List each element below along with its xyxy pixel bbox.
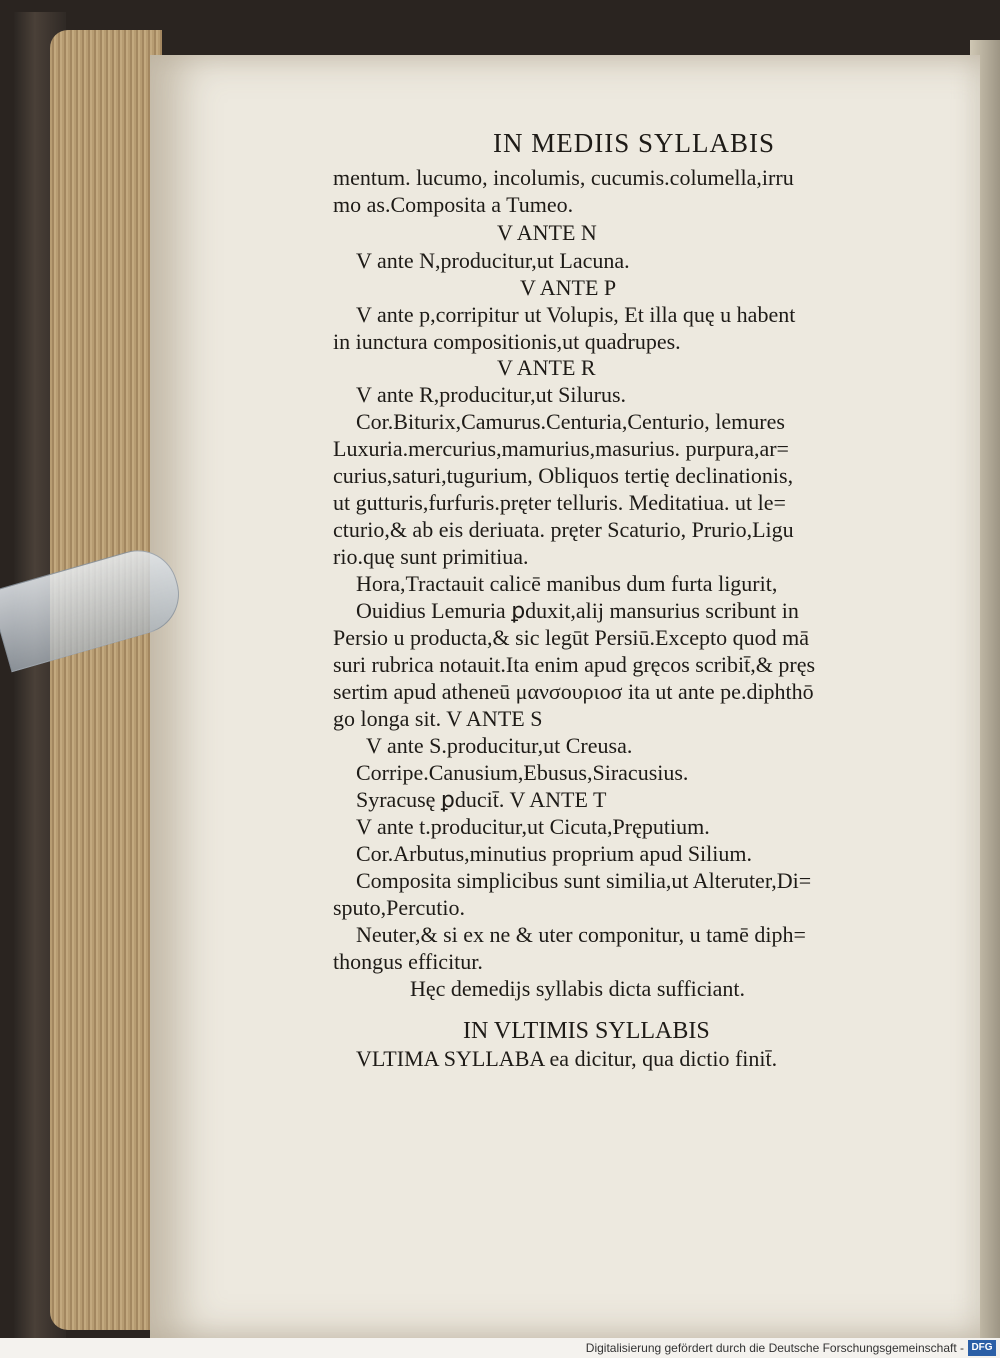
text-line: go longa sit. V ANTE S bbox=[333, 706, 543, 731]
text-line: ut gutturis,furfuris.pręter telluris. Meditatiua. ut le= bbox=[333, 490, 786, 515]
text-line: mentum. lucumo, incolumis, cucumis.columella,irru bbox=[333, 165, 794, 190]
text-line: curius,saturi,tugurium, Obliquos tertię declinationis, bbox=[333, 463, 794, 488]
text-line: V ante S.producitur,ut Creusa. bbox=[366, 733, 633, 758]
text-line: VLTIMA SYLLABA ea dicitur, qua dictio finit̄. bbox=[356, 1046, 778, 1071]
text-line: Cor.Arbutus,minutius proprium apud Silium. bbox=[356, 841, 753, 866]
text-line: Composita simplicibus sunt similia,ut Alteruter,Di= bbox=[356, 868, 812, 893]
text-line: V ante p,corripitur ut Volupis, Et illa quę u habent bbox=[356, 302, 796, 327]
text-line: cturio,& ab eis deriuata. pręter Scaturio, Prurio,Ligu bbox=[333, 517, 794, 542]
text-line: V ante N,producitur,ut Lacuna. bbox=[356, 248, 630, 273]
text-line: Hora,Tractauit calicē manibus dum furta ligurit, bbox=[356, 571, 778, 596]
text-line: thongus efficitur. bbox=[333, 949, 483, 974]
text-line: Neuter,& si ex ne & uter componitur, u tamē diph= bbox=[356, 922, 806, 947]
page-header: IN MEDIIS SYLLABIS bbox=[493, 128, 776, 158]
text-line: sertim apud atheneū μανσουριοσ ita ut ante pe.diphthō bbox=[333, 679, 814, 704]
text-line: V ANTE P bbox=[520, 275, 617, 300]
text-line: Persio u producta,& sic legūt Persiū.Excepto quod mā bbox=[333, 625, 809, 650]
text-line: mo as.Composita a Tumeo. bbox=[333, 192, 574, 217]
text-line: V ante R,producitur,ut Silurus. bbox=[356, 382, 627, 407]
text-line: Corripe.Canusium,Ebusus,Siracusius. bbox=[356, 760, 689, 785]
text-line: IN VLTIMIS SYLLABIS bbox=[463, 1018, 710, 1044]
text-line: sputo,Percutio. bbox=[333, 895, 465, 920]
text-line: Luxuria.mercurius,mamurius,masurius. purpura,ar= bbox=[333, 436, 789, 461]
text-line: suri rubrica notauit.Ita enim apud gręcos scribit̄,& pręs bbox=[333, 652, 816, 677]
text-line: Hęc demedijs syllabis dicta sufficiant. bbox=[410, 976, 746, 1001]
text-line: V ANTE N bbox=[497, 220, 597, 245]
text-line: V ANTE R bbox=[497, 355, 596, 380]
page-block-edge bbox=[50, 30, 162, 1330]
text-line: Syracusę ꝑducit̄. V ANTE T bbox=[356, 787, 607, 812]
text-line: Cor.Biturix,Camurus.Centuria,Centurio, lemures bbox=[356, 409, 785, 434]
dfg-logo: DFG bbox=[968, 1340, 996, 1356]
text-line: in iunctura compositionis,ut quadrupes. bbox=[333, 329, 681, 354]
text-line: rio.quę sunt primitiua. bbox=[333, 544, 529, 569]
text-line: Ouidius Lemuria ꝑduxit,alij mansurius scribunt in bbox=[356, 598, 799, 623]
funding-credit: Digitalisierung gefördert durch die Deutsche Forschungsgemeinschaft - bbox=[585, 1341, 964, 1355]
text-line: V ante t.producitur,ut Cicuta,Pręputium. bbox=[356, 814, 710, 839]
